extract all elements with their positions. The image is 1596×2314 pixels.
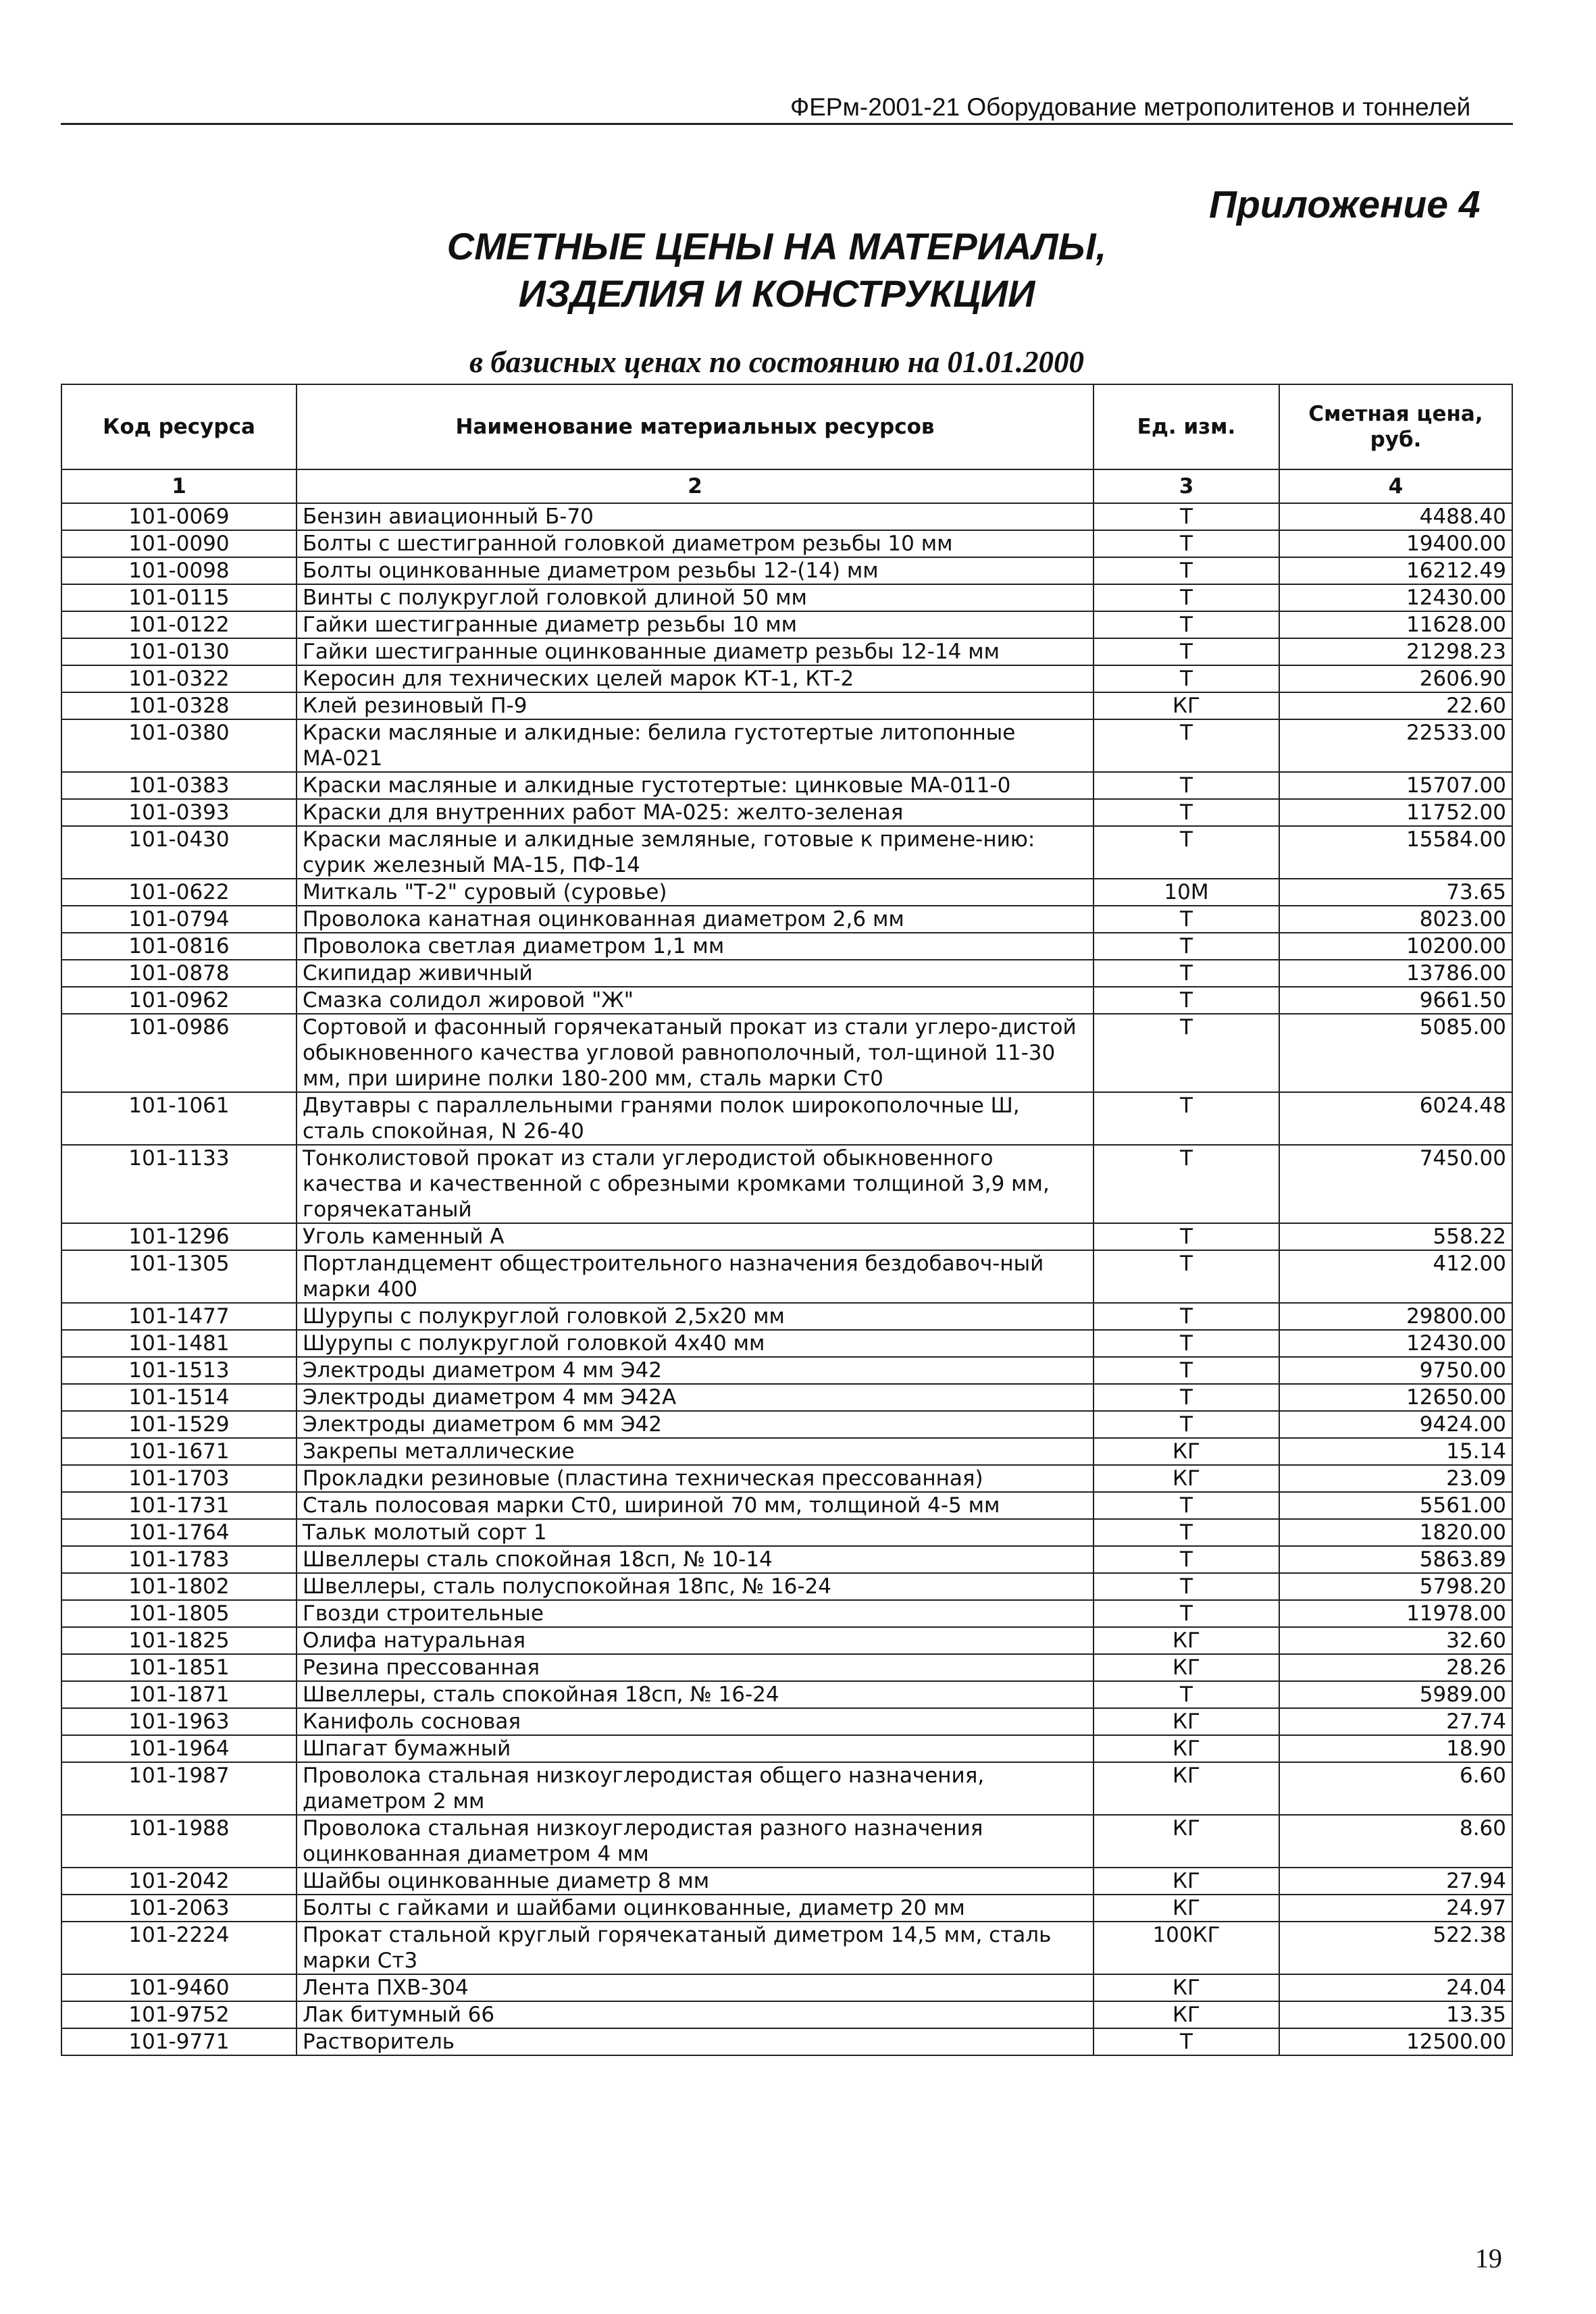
resource-code-cell: 101-0380 (61, 719, 297, 772)
table-row (61, 530, 1512, 557)
column-number: 1 (61, 469, 297, 503)
unit-cell: Т (1093, 1519, 1279, 1546)
unit-cell: КГ (1093, 1762, 1279, 1815)
unit-cell: Т (1093, 799, 1279, 826)
resource-name-cell: Керосин для технических целей марок КТ-1, КТ-2 (297, 665, 1093, 692)
table-row (61, 1573, 1512, 1600)
resource-name-cell: Проволока стальная низкоуглеродистая разного назначения оцинкованная диаметром 4 мм (297, 1815, 1093, 1868)
table-row (61, 1815, 1512, 1868)
resource-code-cell: 101-2063 (61, 1895, 297, 1922)
price-cell: 24.04 (1279, 1974, 1512, 2001)
resource-name-cell: Резина прессованная (297, 1654, 1093, 1681)
unit-cell: Т (1093, 960, 1279, 987)
resource-name-cell: Электроды диаметром 4 мм Э42 (297, 1357, 1093, 1384)
unit-cell: Т (1093, 503, 1279, 530)
resource-code-cell: 101-0383 (61, 772, 297, 799)
price-cell: 18.90 (1279, 1735, 1512, 1762)
resource-code-cell: 101-1802 (61, 1573, 297, 1600)
header-price: Сметная цена, руб. (1279, 384, 1512, 469)
table-row (61, 1681, 1512, 1708)
table-row (61, 799, 1512, 826)
resource-name-cell: Винты с полукруглой головкой длиной 50 мм (297, 584, 1093, 611)
unit-cell: Т (1093, 1546, 1279, 1573)
title-line-2: ИЗДЕЛИЯ И КОНСТРУКЦИИ (518, 272, 1035, 315)
resource-name-cell: Скипидар живичный (297, 960, 1093, 987)
resource-name-cell: Краски для внутренних работ МА-025: желто-зеленая (297, 799, 1093, 826)
resource-code-cell: 101-1133 (61, 1145, 297, 1223)
unit-cell: Т (1093, 1330, 1279, 1357)
table-row (61, 1330, 1512, 1357)
unit-cell: Т (1093, 1384, 1279, 1411)
resource-code-cell: 101-9752 (61, 2001, 297, 2028)
price-cell: 13.35 (1279, 2001, 1512, 2028)
price-cell: 13786.00 (1279, 960, 1512, 987)
price-cell: 11752.00 (1279, 799, 1512, 826)
resource-name-cell: Сталь полосовая марки Ст0, шириной 70 мм, толщиной 4-5 мм (297, 1492, 1093, 1519)
resource-name-cell: Гайки шестигранные оцинкованные диаметр резьбы 12-14 мм (297, 638, 1093, 665)
resource-name-cell: Болты с шестигранной головкой диаметром резьбы 10 мм (297, 530, 1093, 557)
resource-name-cell: Проволока канатная оцинкованная диаметром 2,6 мм (297, 906, 1093, 933)
resource-code-cell: 101-0986 (61, 1014, 297, 1092)
table-row (61, 1223, 1512, 1250)
resource-code-cell: 101-2224 (61, 1922, 297, 1974)
resource-name-cell: Канифоль сосновая (297, 1708, 1093, 1735)
column-number: 2 (297, 469, 1093, 503)
header-unit: Ед. изм. (1093, 384, 1279, 469)
price-cell: 5989.00 (1279, 1681, 1512, 1708)
page-number: 19 (1475, 2243, 1502, 2273)
resource-code-cell: 101-0794 (61, 906, 297, 933)
resource-name-cell: Уголь каменный А (297, 1223, 1093, 1250)
resource-name-cell: Бензин авиационный Б-70 (297, 503, 1093, 530)
resource-code-cell: 101-1988 (61, 1815, 297, 1868)
resource-code-cell: 101-1871 (61, 1681, 297, 1708)
table-row (61, 503, 1512, 530)
resource-name-cell: Болты оцинкованные диаметром резьбы 12-(14) мм (297, 557, 1093, 584)
resource-code-cell: 101-1513 (61, 1357, 297, 1384)
price-cell: 15584.00 (1279, 826, 1512, 879)
unit-cell: Т (1093, 584, 1279, 611)
resource-name-cell: Гвозди строительные (297, 1600, 1093, 1627)
resource-code-cell: 101-1477 (61, 1303, 297, 1330)
resource-code-cell: 101-0098 (61, 557, 297, 584)
price-cell: 2606.90 (1279, 665, 1512, 692)
table-row (61, 2028, 1512, 2055)
resource-name-cell: Шурупы с полукруглой головкой 2,5х20 мм (297, 1303, 1093, 1330)
resource-code-cell: 101-0090 (61, 530, 297, 557)
price-cell: 22533.00 (1279, 719, 1512, 772)
resource-code-cell: 101-1764 (61, 1519, 297, 1546)
resource-code-cell: 101-0962 (61, 987, 297, 1014)
resource-name-cell: Двутавры с параллельными гранями полок широкополочные Ш, сталь спокойная, N 26-40 (297, 1092, 1093, 1145)
resource-name-cell: Сортовой и фасонный горячекатаный прокат из стали углеро-дистой обыкновенного качества угловой равнополочный, тол-щиной 11-30 мм, при ширине полки 180-200 мм, сталь марки Ст0 (297, 1014, 1093, 1092)
price-cell: 9661.50 (1279, 987, 1512, 1014)
resource-name-cell: Швеллеры, сталь спокойная 18сп, № 16-24 (297, 1681, 1093, 1708)
unit-cell: Т (1093, 1092, 1279, 1145)
table-row (61, 879, 1512, 906)
resource-code-cell: 101-1805 (61, 1600, 297, 1627)
resource-name-cell: Гайки шестигранные диаметр резьбы 10 мм (297, 611, 1093, 638)
table-row (61, 1974, 1512, 2001)
unit-cell: Т (1093, 772, 1279, 799)
table-row (61, 1357, 1512, 1384)
resource-code-cell: 101-1514 (61, 1384, 297, 1411)
table-row (61, 826, 1512, 879)
resource-name-cell: Портландцемент общестроительного назначения бездобавоч-ный марки 400 (297, 1250, 1093, 1303)
page-title (405, 223, 1148, 317)
table-row (61, 960, 1512, 987)
unit-cell: Т (1093, 1303, 1279, 1330)
table-row (61, 1465, 1512, 1492)
unit-cell: КГ (1093, 1438, 1279, 1465)
table-row (61, 2001, 1512, 2028)
price-cell: 15707.00 (1279, 772, 1512, 799)
unit-cell: Т (1093, 1014, 1279, 1092)
table-row (61, 1411, 1512, 1438)
resource-code-cell: 101-1783 (61, 1546, 297, 1573)
unit-cell: КГ (1093, 1815, 1279, 1868)
table-row (61, 665, 1512, 692)
resource-name-cell: Электроды диаметром 4 мм Э42А (297, 1384, 1093, 1411)
resource-code-cell: 101-2042 (61, 1868, 297, 1895)
table-row (61, 933, 1512, 960)
table-row (61, 1762, 1512, 1815)
table-row (61, 1145, 1512, 1223)
price-cell: 12430.00 (1279, 1330, 1512, 1357)
unit-cell: КГ (1093, 1708, 1279, 1735)
table-row (61, 1092, 1512, 1145)
unit-cell: Т (1093, 987, 1279, 1014)
resource-code-cell: 101-0122 (61, 611, 297, 638)
unit-cell: КГ (1093, 1895, 1279, 1922)
resource-name-cell: Шурупы с полукруглой головкой 4х40 мм (297, 1330, 1093, 1357)
unit-cell: Т (1093, 1411, 1279, 1438)
price-cell: 1820.00 (1279, 1519, 1512, 1546)
price-cell: 29800.00 (1279, 1303, 1512, 1330)
resource-code-cell: 101-1061 (61, 1092, 297, 1145)
resource-code-cell: 101-0130 (61, 638, 297, 665)
resource-code-cell: 101-1481 (61, 1330, 297, 1357)
price-cell: 21298.23 (1279, 638, 1512, 665)
appendix-label: Приложение 4 (1209, 183, 1481, 226)
price-cell: 9750.00 (1279, 1357, 1512, 1384)
table-row (61, 1868, 1512, 1895)
price-cell: 5798.20 (1279, 1573, 1512, 1600)
price-cell: 5863.89 (1279, 1546, 1512, 1573)
resource-name-cell: Краски масляные и алкидные земляные, готовые к примене-нию: сурик железный МА-15, ПФ-14 (297, 826, 1093, 879)
table-row (61, 719, 1512, 772)
resource-code-cell: 101-0115 (61, 584, 297, 611)
table-row (61, 772, 1512, 799)
resource-name-cell: Олифа натуральная (297, 1627, 1093, 1654)
resource-name-cell: Краски масляные и алкидные густотертые: цинковые МА-011-0 (297, 772, 1093, 799)
resource-code-cell: 101-1671 (61, 1438, 297, 1465)
unit-cell: Т (1093, 1573, 1279, 1600)
price-cell: 28.26 (1279, 1654, 1512, 1681)
price-cell: 27.74 (1279, 1708, 1512, 1735)
unit-cell: КГ (1093, 1735, 1279, 1762)
unit-cell: Т (1093, 1357, 1279, 1384)
price-cell: 9424.00 (1279, 1411, 1512, 1438)
price-cell: 19400.00 (1279, 530, 1512, 557)
resource-name-cell: Краски масляные и алкидные: белила густотертые литопонные МА-021 (297, 719, 1093, 772)
table-row (61, 1627, 1512, 1654)
table-row (61, 1384, 1512, 1411)
price-cell: 522.38 (1279, 1922, 1512, 1974)
unit-cell: КГ (1093, 1654, 1279, 1681)
column-number-row (61, 469, 1512, 503)
unit-cell: КГ (1093, 692, 1279, 719)
unit-cell: КГ (1093, 2001, 1279, 2028)
resource-name-cell: Закрепы металлические (297, 1438, 1093, 1465)
unit-cell: Т (1093, 826, 1279, 879)
table-row (61, 1519, 1512, 1546)
table-row (61, 1600, 1512, 1627)
table-header-row (61, 384, 1512, 469)
unit-cell: Т (1093, 719, 1279, 772)
running-header: ФЕРм-2001-21 Оборудование метрополитенов и тоннелей (790, 93, 1471, 121)
resource-code-cell: 101-1731 (61, 1492, 297, 1519)
resource-code-cell: 101-1825 (61, 1627, 297, 1654)
resource-name-cell: Тонколистовой прокат из стали углеродистой обыкновенного качества и качественной с обрезными кромками толщиной 3,9 мм, горячекатаный (297, 1145, 1093, 1223)
table-row (61, 1654, 1512, 1681)
resource-name-cell: Прокладки резиновые (пластина техническая прессованная) (297, 1465, 1093, 1492)
unit-cell: Т (1093, 906, 1279, 933)
price-cell: 558.22 (1279, 1223, 1512, 1250)
resource-name-cell: Шайбы оцинкованные диаметр 8 мм (297, 1868, 1093, 1895)
table-row (61, 584, 1512, 611)
unit-cell: Т (1093, 611, 1279, 638)
resource-code-cell: 101-0816 (61, 933, 297, 960)
unit-cell: Т (1093, 530, 1279, 557)
resource-name-cell: Смазка солидол жировой "Ж" (297, 987, 1093, 1014)
price-cell: 6024.48 (1279, 1092, 1512, 1145)
price-cell: 5085.00 (1279, 1014, 1512, 1092)
price-cell: 32.60 (1279, 1627, 1512, 1654)
table-row (61, 638, 1512, 665)
table-row (61, 1492, 1512, 1519)
price-cell: 6.60 (1279, 1762, 1512, 1815)
price-cell: 7450.00 (1279, 1145, 1512, 1223)
resource-name-cell: Миткаль "Т-2" суровый (суровье) (297, 879, 1093, 906)
resource-name-cell: Проволока стальная низкоуглеродистая общего назначения, диаметром 2 мм (297, 1762, 1093, 1815)
unit-cell: Т (1093, 1681, 1279, 1708)
resource-code-cell: 101-0328 (61, 692, 297, 719)
resource-name-cell: Клей резиновый П-9 (297, 692, 1093, 719)
resource-name-cell: Лента ПХВ-304 (297, 1974, 1093, 2001)
table-row (61, 1250, 1512, 1303)
unit-cell: Т (1093, 638, 1279, 665)
resource-name-cell: Лак битумный 66 (297, 2001, 1093, 2028)
resource-code-cell: 101-1964 (61, 1735, 297, 1762)
table-row (61, 1014, 1512, 1092)
resource-name-cell: Растворитель (297, 2028, 1093, 2055)
resource-code-cell: 101-0069 (61, 503, 297, 530)
resource-name-cell: Электроды диаметром 6 мм Э42 (297, 1411, 1093, 1438)
price-cell: 11978.00 (1279, 1600, 1512, 1627)
unit-cell: Т (1093, 1223, 1279, 1250)
unit-cell: Т (1093, 933, 1279, 960)
resource-code-cell: 101-1963 (61, 1708, 297, 1735)
price-cell: 8023.00 (1279, 906, 1512, 933)
resource-code-cell: 101-1529 (61, 1411, 297, 1438)
resource-name-cell: Болты с гайками и шайбами оцинкованные, диаметр 20 мм (297, 1895, 1093, 1922)
table-row (61, 1546, 1512, 1573)
table-row (61, 906, 1512, 933)
resource-name-cell: Проволока светлая диаметром 1,1 мм (297, 933, 1093, 960)
resource-code-cell: 101-1703 (61, 1465, 297, 1492)
price-cell: 12500.00 (1279, 2028, 1512, 2055)
unit-cell: 10М (1093, 879, 1279, 906)
table-row (61, 692, 1512, 719)
resource-code-cell: 101-0622 (61, 879, 297, 906)
price-cell: 16212.49 (1279, 557, 1512, 584)
resource-code-cell: 101-9460 (61, 1974, 297, 2001)
resource-code-cell: 101-0430 (61, 826, 297, 879)
resource-code-cell: 101-9771 (61, 2028, 297, 2055)
price-cell: 12650.00 (1279, 1384, 1512, 1411)
resource-code-cell: 101-0393 (61, 799, 297, 826)
unit-cell: Т (1093, 665, 1279, 692)
price-cell: 27.94 (1279, 1868, 1512, 1895)
price-cell: 11628.00 (1279, 611, 1512, 638)
price-cell: 73.65 (1279, 879, 1512, 906)
resource-code-cell: 101-1305 (61, 1250, 297, 1303)
price-cell: 23.09 (1279, 1465, 1512, 1492)
table-row (61, 1922, 1512, 1974)
header-rule (61, 123, 1513, 125)
resource-code-cell: 101-1987 (61, 1762, 297, 1815)
resource-code-cell: 101-1296 (61, 1223, 297, 1250)
table-row (61, 1895, 1512, 1922)
unit-cell: Т (1093, 1145, 1279, 1223)
table-row (61, 1735, 1512, 1762)
unit-cell: 100КГ (1093, 1922, 1279, 1974)
title-line-1: СМЕТНЫЕ ЦЕНЫ НА МАТЕРИАЛЫ, (446, 225, 1107, 267)
table-row (61, 557, 1512, 584)
header-name: Наименование материальных ресурсов (297, 384, 1093, 469)
unit-cell: КГ (1093, 1868, 1279, 1895)
column-number: 4 (1279, 469, 1512, 503)
table-row (61, 611, 1512, 638)
unit-cell: КГ (1093, 1465, 1279, 1492)
table-row (61, 1708, 1512, 1735)
table-row (61, 987, 1512, 1014)
table-row (61, 1438, 1512, 1465)
resource-name-cell: Швеллеры сталь спокойная 18сп, № 10-14 (297, 1546, 1093, 1573)
price-cell: 5561.00 (1279, 1492, 1512, 1519)
price-cell: 24.97 (1279, 1895, 1512, 1922)
price-cell: 8.60 (1279, 1815, 1512, 1868)
price-cell: 12430.00 (1279, 584, 1512, 611)
resource-code-cell: 101-0878 (61, 960, 297, 987)
column-number: 3 (1093, 469, 1279, 503)
price-cell: 15.14 (1279, 1438, 1512, 1465)
table-row (61, 1303, 1512, 1330)
price-cell: 412.00 (1279, 1250, 1512, 1303)
header-code: Код ресурса (61, 384, 297, 469)
resource-name-cell: Шпагат бумажный (297, 1735, 1093, 1762)
unit-cell: Т (1093, 1600, 1279, 1627)
resource-name-cell: Прокат стальной круглый горячекатаный диметром 14,5 мм, сталь марки Ст3 (297, 1922, 1093, 1974)
unit-cell: Т (1093, 1492, 1279, 1519)
resource-code-cell: 101-1851 (61, 1654, 297, 1681)
unit-cell: КГ (1093, 1974, 1279, 2001)
unit-cell: Т (1093, 557, 1279, 584)
price-cell: 22.60 (1279, 692, 1512, 719)
price-cell: 4488.40 (1279, 503, 1512, 530)
unit-cell: Т (1093, 1250, 1279, 1303)
unit-cell: Т (1093, 2028, 1279, 2055)
resource-name-cell: Тальк молотый сорт 1 (297, 1519, 1093, 1546)
resources-table (61, 384, 1513, 2056)
resource-code-cell: 101-0322 (61, 665, 297, 692)
resource-name-cell: Швеллеры, сталь полуспокойная 18пс, № 16-24 (297, 1573, 1093, 1600)
unit-cell: КГ (1093, 1627, 1279, 1654)
price-cell: 10200.00 (1279, 933, 1512, 960)
page-subtitle: в базисных ценах по состоянию на 01.01.2000 (469, 345, 1084, 379)
